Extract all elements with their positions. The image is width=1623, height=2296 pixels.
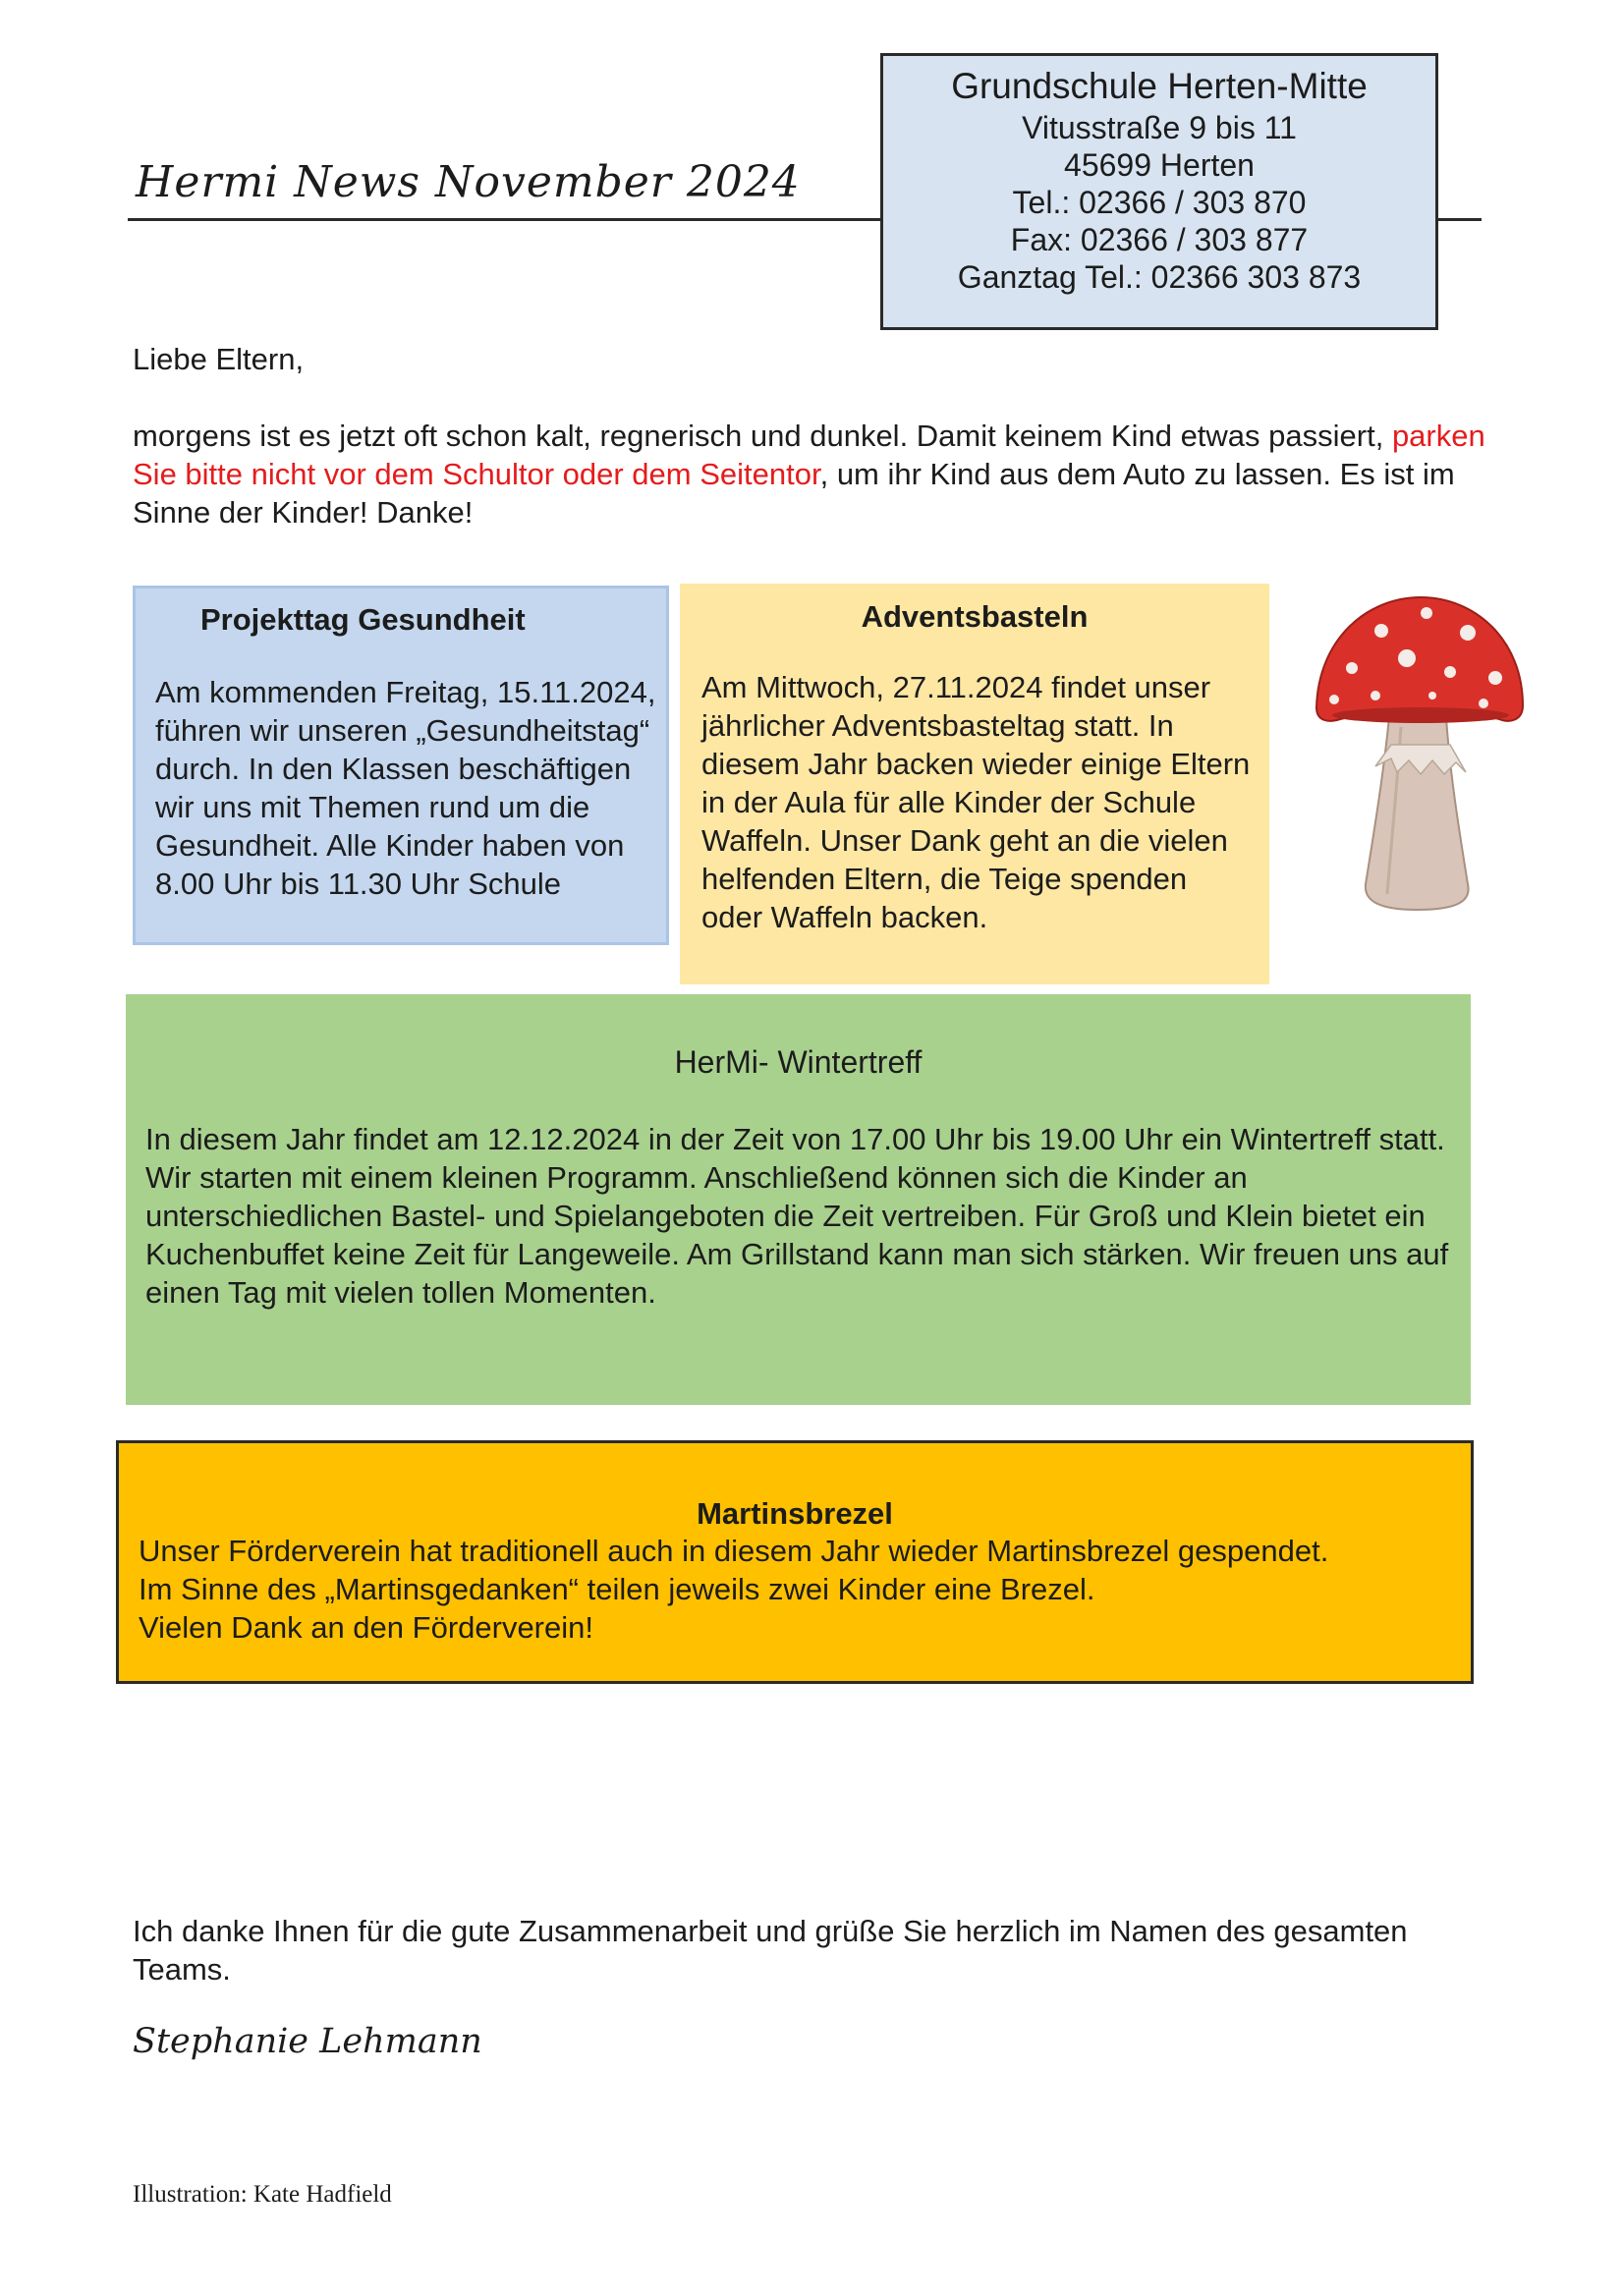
intro-paragraph: [133, 417, 1488, 532]
adventsbasteln-box: [680, 584, 1269, 984]
wintertreff-line-2: Wir starten mit einem kleinen Programm. Anschließend können sich die Kinder an unterschiedlichen Bastel- und Spielangeboten die Zeit vertreiben. Für Groß und Klein bietet ein Kuchenbuffet keine Zeit für Langeweile. Am Grillstand kann man sich stärken. Wir freuen uns auf einen Tag mit vielen tollen Momenten.: [145, 1160, 1449, 1310]
newsletter-title: Hermi News November 2024: [136, 157, 801, 207]
martinsbrezel-line-2: Im Sinne des „Martinsgedanken“ teilen jeweils zwei Kinder eine Brezel.: [139, 1572, 1095, 1606]
closing-paragraph: Ich danke Ihnen für die gute Zusammenarbeit und grüße Sie herzlich im Namen des gesamten Teams.: [133, 1914, 1408, 1987]
projekttag-text: Am kommenden Freitag, 15.11.2024, führen wir unseren „Gesundheitstag“ durch. In den Klassen beschäftigen wir uns mit Themen rund um die Gesundheit. Alle Kinder haben von 8.00 Uhr bis 11.30 Uhr Schule: [155, 675, 656, 901]
school-city: 45699 Herten: [1064, 147, 1255, 183]
martinsbrezel-text: [139, 1532, 1465, 1647]
martinsbrezel-heading: Martinsbrezel: [697, 1496, 893, 1531]
wintertreff-text: [145, 1120, 1462, 1312]
projekttag-heading: Projekttag Gesundheit: [200, 602, 526, 637]
intro-text-end: , um ihr Kind aus dem Auto zu lassen. Es ist im Sinne der Kinder! Danke!: [133, 457, 1455, 530]
school-tel: Tel.: 02366 / 303 870: [1012, 185, 1307, 220]
illustration-credit: Illustration: Kate Hadfield: [133, 2181, 392, 2208]
mushroom-icon: [1313, 589, 1527, 916]
wintertreff-heading: HerMi- Wintertreff: [674, 1044, 923, 1080]
intro-text-start: morgens ist es jetzt oft schon kalt, regnerisch und dunkel. Damit keinem Kind etwas passiert,: [133, 419, 1392, 453]
school-ganztag-tel: Ganztag Tel.: 02366 303 873: [957, 259, 1362, 295]
signature: Stephanie Lehmann: [133, 2022, 482, 2061]
school-address-box: [880, 53, 1438, 330]
school-fax: Fax: 02366 / 303 877: [1010, 222, 1309, 257]
wintertreff-line-1: In diesem Jahr findet am 12.12.2024 in der Zeit von 17.00 Uhr bis 19.00 Uhr ein Wintertreff statt.: [145, 1122, 1445, 1156]
greeting: Liebe Eltern,: [133, 342, 305, 376]
intro-highlight: parken Sie bitte nicht vor dem Schultor oder dem Seitentor: [133, 419, 1485, 491]
martinsbrezel-line-1: Unser Förderverein hat traditionell auch in diesem Jahr wieder Martinsbrezel gespendet.: [139, 1534, 1329, 1568]
martinsbrezel-box: [116, 1440, 1474, 1684]
adventsbasteln-text: Am Mittwoch, 27.11.2024 findet unser jährlicher Adventsbasteltag statt. In diesem Jahr backen wieder einige Eltern in der Aula für alle Kinder der Schule Waffeln. Unser Dank geht an die vielen helfenden Eltern, die Teige spenden oder Waffeln backen.: [701, 670, 1251, 934]
projekttag-box: [133, 586, 669, 945]
martinsbrezel-line-3: Vielen Dank an den Förderverein!: [139, 1610, 593, 1645]
school-street: Vitusstraße 9 bis 11: [1022, 110, 1297, 145]
wintertreff-box: [126, 994, 1471, 1405]
school-name: Grundschule Herten-Mitte: [951, 66, 1368, 106]
adventsbasteln-heading: Adventsbasteln: [861, 599, 1089, 634]
